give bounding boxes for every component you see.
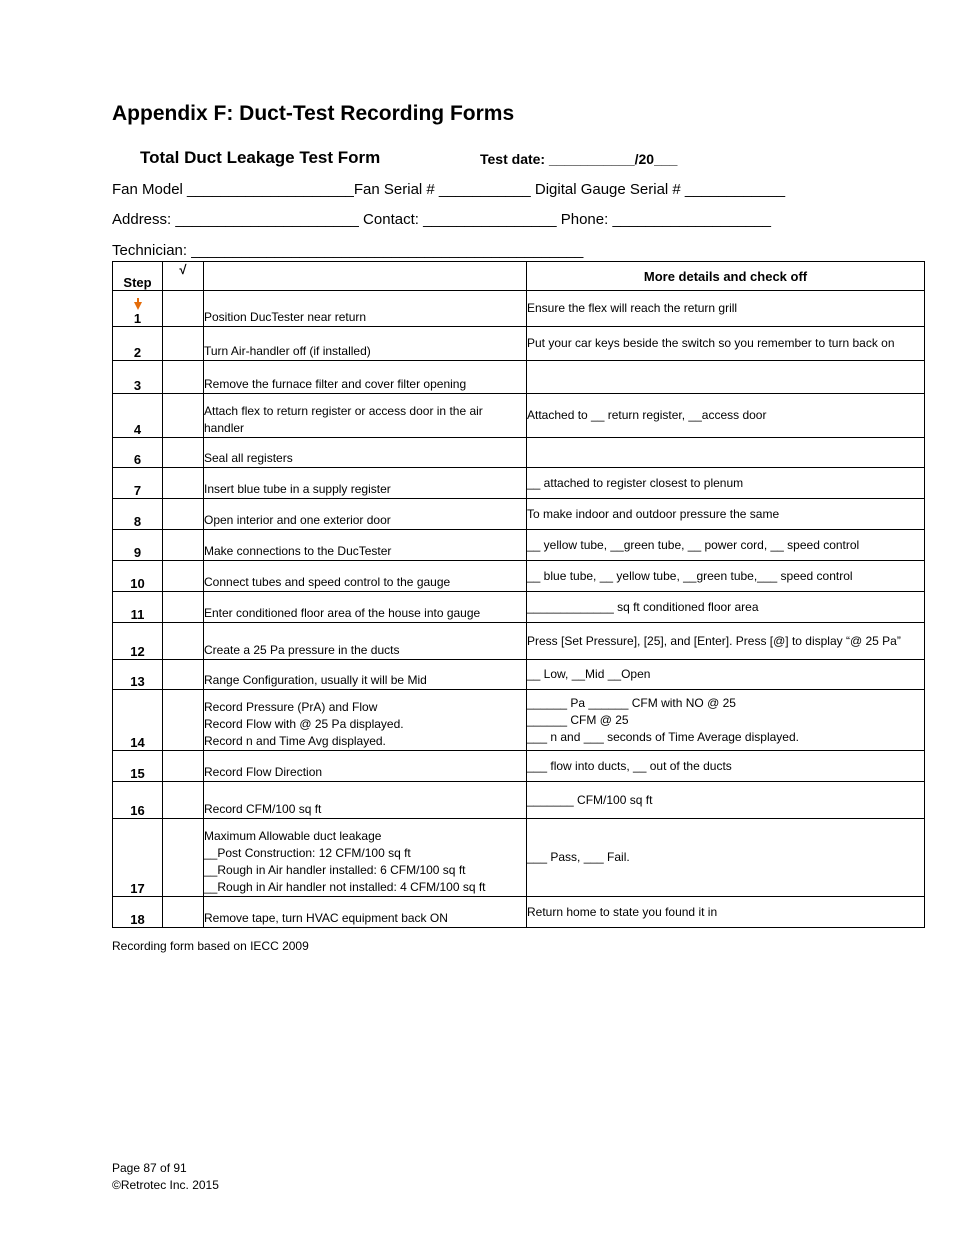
step-number	[113, 819, 163, 897]
step-details: ___ Pass, ___ Fail.	[527, 819, 925, 897]
footnote: Recording form based on IECC 2009	[112, 939, 309, 953]
checkbox-cell[interactable]	[163, 327, 204, 361]
step-number	[113, 660, 163, 690]
step-action: Create a 25 Pa pressure in the ducts	[204, 623, 527, 660]
step-action: Insert blue tube in a supply register	[204, 468, 527, 499]
step-details: __ yellow tube, __green tube, __ power cord, __ speed control	[527, 530, 925, 561]
checkbox-cell[interactable]	[163, 592, 204, 623]
table-header-row	[113, 262, 925, 291]
step-number-text: 16	[130, 803, 145, 818]
step-number	[113, 327, 163, 361]
step-number	[113, 361, 163, 394]
step-action: Turn Air-handler off (if installed)	[204, 327, 527, 361]
table-row	[113, 751, 925, 782]
step-details	[527, 438, 925, 468]
step-number	[113, 530, 163, 561]
step-action: Open interior and one exterior door	[204, 499, 527, 530]
step-details: ___ flow into ducts, __ out of the ducts	[527, 751, 925, 782]
table-row	[113, 782, 925, 819]
checkbox-cell[interactable]	[163, 530, 204, 561]
checkbox-cell[interactable]	[163, 751, 204, 782]
step-action: Range Configuration, usually it will be Mid	[204, 660, 527, 690]
step-number-text: 6	[133, 452, 142, 467]
step-details: __ attached to register closest to plenum	[527, 468, 925, 499]
step-action: Remove the furnace filter and cover filter opening	[204, 361, 527, 394]
step-details: __ Low, __Mid __Open	[527, 660, 925, 690]
step-details: __ blue tube, __ yellow tube, __green tube,___ speed control	[527, 561, 925, 592]
test-date-field: Test date: ___________/20___	[480, 151, 678, 167]
table-row	[113, 897, 925, 928]
table-row	[113, 690, 925, 751]
step-number-text: 10	[130, 576, 145, 591]
step-number-text: 18	[130, 912, 145, 927]
step-number	[113, 782, 163, 819]
checkbox-cell[interactable]	[163, 361, 204, 394]
checkbox-cell[interactable]	[163, 561, 204, 592]
step-details: To make indoor and outdoor pressure the same	[527, 499, 925, 530]
table-row	[113, 327, 925, 361]
checkbox-cell[interactable]	[163, 623, 204, 660]
step-action: Record Pressure (PrA) and Flow Record Flow with @ 25 Pa displayed. Record n and Time Avg displayed.	[204, 690, 527, 751]
step-number-text: 12	[130, 644, 145, 659]
checkbox-cell[interactable]	[163, 690, 204, 751]
checkbox-cell[interactable]	[163, 291, 204, 327]
step-details: Put your car keys beside the switch so you remember to turn back on	[527, 327, 925, 361]
table-row	[113, 623, 925, 660]
step-number-text: 7	[133, 483, 142, 498]
details-column-header: More details and check off	[527, 262, 925, 291]
step-action: Connect tubes and speed control to the gauge	[204, 561, 527, 592]
step-number	[113, 499, 163, 530]
checkbox-cell[interactable]	[163, 897, 204, 928]
step-number	[113, 394, 163, 438]
step-number-text: 15	[130, 766, 145, 781]
step-number	[113, 897, 163, 928]
table-row	[113, 468, 925, 499]
step-number	[113, 438, 163, 468]
checkbox-cell[interactable]	[163, 438, 204, 468]
step-action: Maximum Allowable duct leakage __Post Construction: 12 CFM/100 sq ft __Rough in Air handler installed: 6 CFM/100 sq ft __Rough in Air handler not installed: 4 CFM/100 sq ft	[204, 819, 527, 897]
step-details: Return home to state you found it in	[527, 897, 925, 928]
table-row	[113, 561, 925, 592]
fan-info-line: Fan Model ____________________Fan Serial # ___________ Digital Gauge Serial # ____________	[112, 181, 786, 198]
technician-line: Technician: _______________________________________________	[112, 242, 584, 259]
step-action: Record Flow Direction	[204, 751, 527, 782]
step-number-text: 14	[130, 735, 145, 750]
copyright: ©Retrotec Inc. 2015	[112, 1178, 219, 1192]
table-row	[113, 819, 925, 897]
form-title: Total Duct Leakage Test Form	[140, 148, 381, 167]
step-details: Press [Set Pressure], [25], and [Enter]. Press [@] to display “@ 25 Pa”	[527, 623, 925, 660]
table-row	[113, 530, 925, 561]
step-number-text: 3	[133, 378, 142, 393]
step-details: Attached to __ return register, __access door	[527, 394, 925, 438]
table-row	[113, 291, 925, 327]
checkbox-cell[interactable]	[163, 468, 204, 499]
step-number-text: 2	[133, 345, 142, 360]
step-action: Attach flex to return register or access door in the air handler	[204, 394, 527, 438]
table-row	[113, 361, 925, 394]
step-number	[113, 468, 163, 499]
table-row	[113, 438, 925, 468]
page-title: Appendix F: Duct-Test Recording Forms	[112, 102, 515, 125]
step-number-text: 4	[133, 422, 142, 437]
step-action: Seal all registers	[204, 438, 527, 468]
step-number	[113, 291, 163, 327]
checkbox-cell[interactable]	[163, 660, 204, 690]
table-row	[113, 394, 925, 438]
step-action: Record CFM/100 sq ft	[204, 782, 527, 819]
action-column-header	[204, 262, 527, 291]
step-details: Ensure the flex will reach the return grill	[527, 291, 925, 327]
step-action: Enter conditioned floor area of the house into gauge	[204, 592, 527, 623]
step-number	[113, 623, 163, 660]
page-number: Page 87 of 91	[112, 1161, 187, 1175]
step-details	[527, 361, 925, 394]
table-row	[113, 499, 925, 530]
checkbox-cell[interactable]	[163, 819, 204, 897]
step-details: _____________ sq ft conditioned floor area	[527, 592, 925, 623]
address-contact-line: Address: ______________________ Contact: ________________ Phone: ___________________	[112, 211, 771, 228]
table-row	[113, 592, 925, 623]
step-details: ______ Pa ______ CFM with NO @ 25 ______ CFM @ 25 ___ n and ___ seconds of Time Average displayed.	[527, 690, 925, 751]
checkbox-cell[interactable]	[163, 499, 204, 530]
step-number	[113, 561, 163, 592]
step-action: Position DucTester near return	[204, 291, 527, 327]
checkbox-cell[interactable]	[163, 394, 204, 438]
step-number-text: 9	[133, 545, 142, 560]
step-column-header: Step	[113, 262, 163, 291]
down-arrow-head-icon	[134, 302, 142, 310]
step-number	[113, 690, 163, 751]
table-row	[113, 660, 925, 690]
step-number-text: 1	[133, 311, 142, 326]
leakage-test-table	[112, 261, 925, 928]
step-number-text: 13	[130, 674, 145, 689]
step-number	[113, 592, 163, 623]
step-number-text: 8	[133, 514, 142, 529]
step-action: Make connections to the DucTester	[204, 530, 527, 561]
step-number	[113, 751, 163, 782]
checkbox-cell[interactable]	[163, 782, 204, 819]
step-number-text: 11	[130, 607, 145, 622]
check-column-header: √	[163, 262, 204, 291]
step-details: _______ CFM/100 sq ft	[527, 782, 925, 819]
step-number-text: 17	[130, 881, 145, 896]
step-action: Remove tape, turn HVAC equipment back ON	[204, 897, 527, 928]
